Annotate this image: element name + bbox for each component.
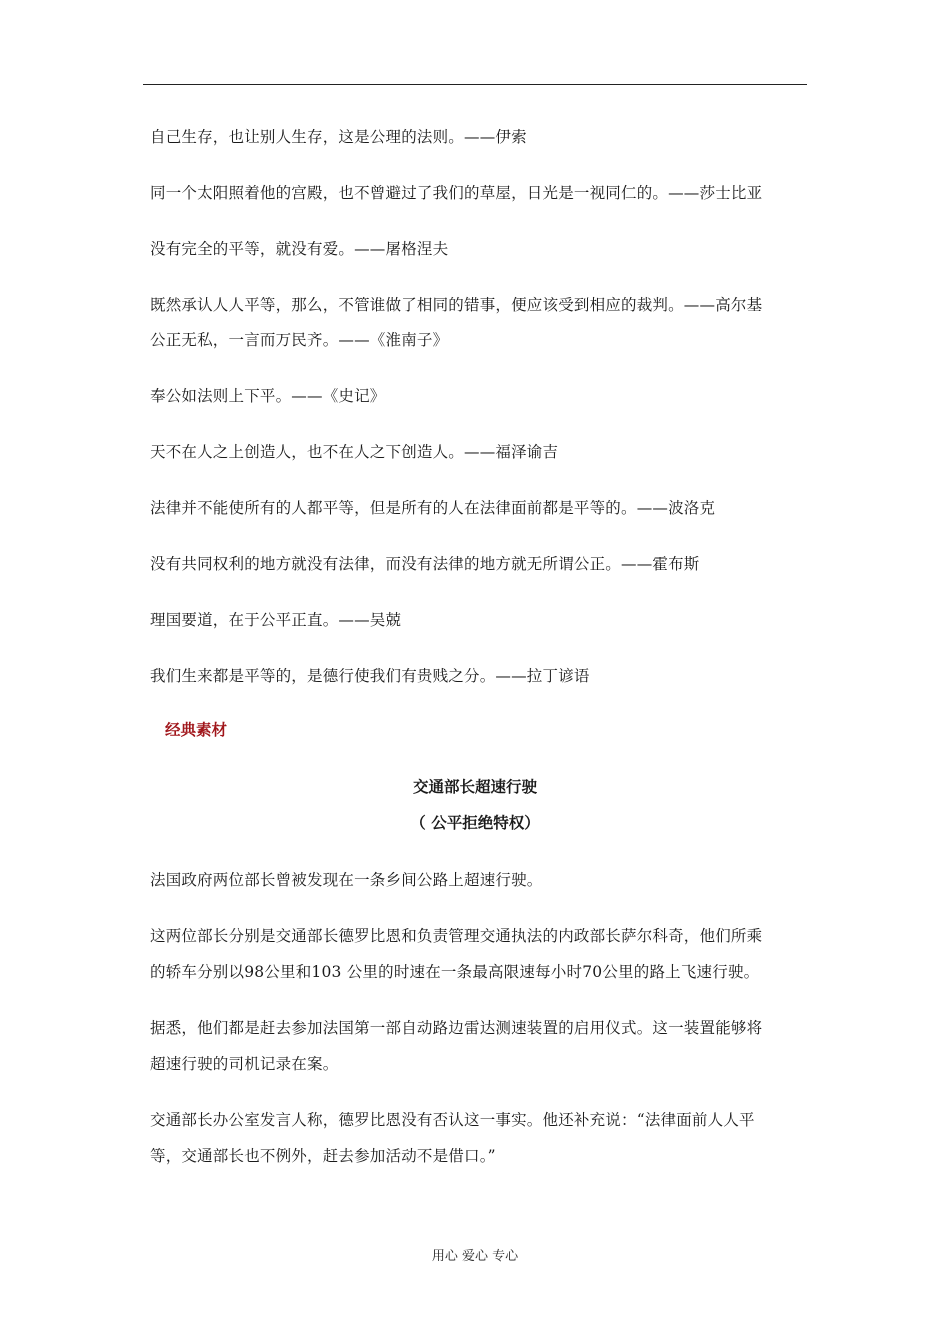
quote-line: 没有完全的平等，就没有爱。——屠格涅夫 — [150, 240, 449, 258]
quote-line: 法律并不能使所有的人都平等，但是所有的人在法律面前都是平等的。——波洛克 — [150, 499, 716, 517]
page-footer: 用心 爱心 专心 — [431, 1249, 519, 1264]
quote-line: 既然承认人人平等，那么，不管谁做了相同的错事，便应该受到相应的裁判。——高尔基 — [150, 296, 763, 314]
quote-line: 天不在人之上创造人，也不在人之下创造人。——福泽谕吉 — [150, 443, 559, 461]
story-subtitle: （ 公平拒绝特权） — [410, 814, 540, 832]
header-rule — [143, 84, 807, 85]
section-heading: 经典素材 — [165, 721, 228, 739]
quote-line: 同一个太阳照着他的宫殿，也不曾避过了我们的草屋，日光是一视同仁的。——莎士比亚 — [150, 184, 763, 202]
story-paragraph: 超速行驶的司机记录在案。 — [150, 1055, 339, 1073]
quote-line: 公正无私，一言而万民齐。——《淮南子》 — [150, 331, 449, 349]
story-paragraph: 交通部长办公室发言人称，德罗比恩没有否认这一事实。他还补充说：“法律面前人人平 — [150, 1111, 755, 1129]
story-paragraph: 这两位部长分别是交通部长德罗比恩和负责管理交通执法的内政部长萨尔科奇，他们所乘 — [150, 927, 763, 945]
quote-line: 我们生来都是平等的，是德行使我们有贵贱之分。——拉丁谚语 — [150, 667, 590, 685]
quote-line: 奉公如法则上下平。——《史记》 — [150, 387, 386, 405]
story-paragraph: 的轿车分别以98公里和103 公里的时速在一条最高限速每小时70公里的路上飞速行驶。 — [150, 963, 760, 981]
quote-line: 没有共同权利的地方就没有法律，而没有法律的地方就无所谓公正。——霍布斯 — [150, 555, 700, 573]
story-paragraph: 法国政府两位部长曾被发现在一条乡间公路上超速行驶。 — [150, 871, 543, 889]
story-title: 交通部长超速行驶 — [412, 778, 537, 796]
story-paragraph: 等，交通部长也不例外，赶去参加活动不是借口。” — [150, 1147, 496, 1165]
quote-line: 理国要道，在于公平正直。——吴兢 — [150, 611, 402, 629]
quote-line: 自己生存，也让别人生存，这是公理的法则。——伊索 — [150, 128, 527, 146]
story-paragraph: 据悉，他们都是赶去参加法国第一部自动路边雷达测速装置的启用仪式。这一装置能够将 — [150, 1019, 763, 1037]
